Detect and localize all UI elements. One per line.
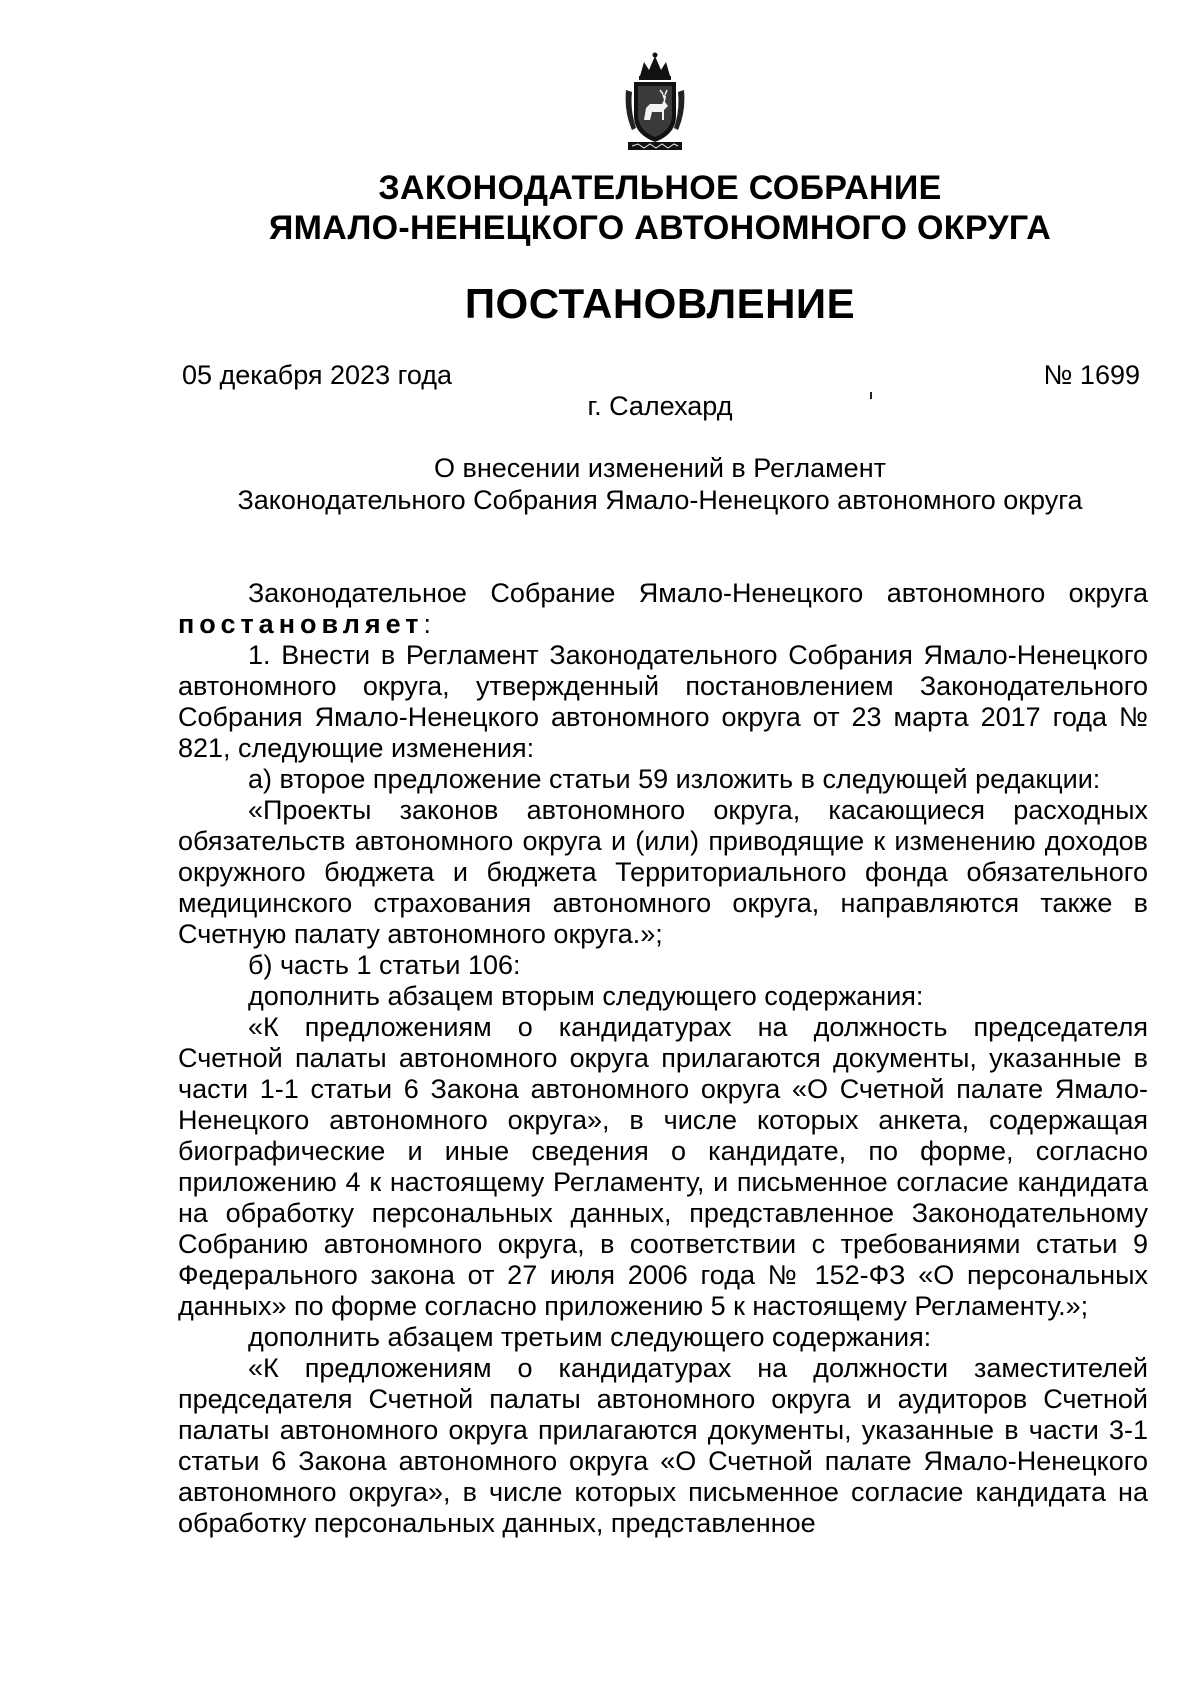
document-city: г. Салехард: [587, 391, 733, 421]
body-paragraph: дополнить абзацем третьим следующего содержания:: [248, 1322, 932, 1352]
document-number: № 1699: [1043, 360, 1140, 390]
resolution-keyword: постановляет: [178, 609, 424, 639]
organization-name-line1: ЗАКОНОДАТЕЛЬНОЕ СОБРАНИЕ: [378, 169, 942, 207]
preamble-colon: :: [423, 609, 432, 639]
organization-name-line2: ЯМАЛО-НЕНЕЦКОГО АВТОНОМНОГО ОКРУГА: [268, 209, 1052, 247]
scan-artifact: [870, 392, 872, 399]
body-paragraph: б) часть 1 статьи 106:: [248, 950, 521, 980]
body-paragraph: «К предложениям о кандидатурах на должности заместителей председателя Счетной палаты автономного округа и аудиторов Счетной палаты автономного округа прилагаются документы, указанные в части 3-1 статьи 6 Закона автономного округа «О Счетной палате Ямало-Ненецкого автономного округа», в числе которых письменное согласие кандидата на обработку персональных данных, представленное: [178, 1353, 1148, 1538]
document-date: 05 декабря 2023 года: [182, 360, 453, 390]
document-body: [178, 578, 1148, 1539]
subject-line2: Законодательного Собрания Ямало-Ненецкого автономного округа: [237, 485, 1083, 515]
preamble-text: Законодательное Собрание Ямало-Ненецкого автономного округа: [248, 578, 1148, 608]
document-subject: [150, 452, 1170, 516]
body-paragraph: а) второе предложение статьи 59 изложить в следующей редакции:: [248, 764, 1101, 794]
body-paragraph: «Проекты законов автономного округа, касающиеся расходных обязательств автономного округа и (или) приводящие к изменению доходов окружного бюджета и бюджета Территориального фонда обязательного медицинского страхования автономного округа, направляются также в Счетную палату автономного округа.»;: [178, 795, 1148, 949]
coat-of-arms-icon: [622, 50, 688, 154]
subject-line1: О внесении изменений в Регламент: [434, 453, 886, 483]
body-paragraph: «К предложениям о кандидатурах на должность председателя Счетной палаты автономного округа прилагаются документы, указанные в части 1-1 статьи 6 Закона автономного округа «О Счетной палате Ямало-Ненецкого автономного округа», в числе которых анкета, содержащая биографические и иные сведения о кандидате, по форме, согласно приложению 4 к настоящему Регламенту, и письменное согласие кандидата на обработку персональных данных, представленное Законодательному Собранию автономного округа, в соответствии с требованиями статьи 9 Федерального закона от 27 июля 2006 года № 152-ФЗ «О персональных данных» по форме согласно приложению 5 к настоящему Регламенту.»;: [178, 1012, 1148, 1321]
document-type-title: ПОСТАНОВЛЕНИЕ: [464, 280, 856, 327]
body-paragraph: 1. Внести в Регламент Законодательного Собрания Ямало-Ненецкого автономного округа, утвержденный постановлением Законодательного Собрания Ямало-Ненецкого автономного округа от 23 марта 2017 года № 821, следующие изменения:: [178, 640, 1148, 763]
body-paragraph: дополнить абзацем вторым следующего содержания:: [248, 981, 924, 1011]
preamble-paragraph: [178, 578, 1148, 640]
